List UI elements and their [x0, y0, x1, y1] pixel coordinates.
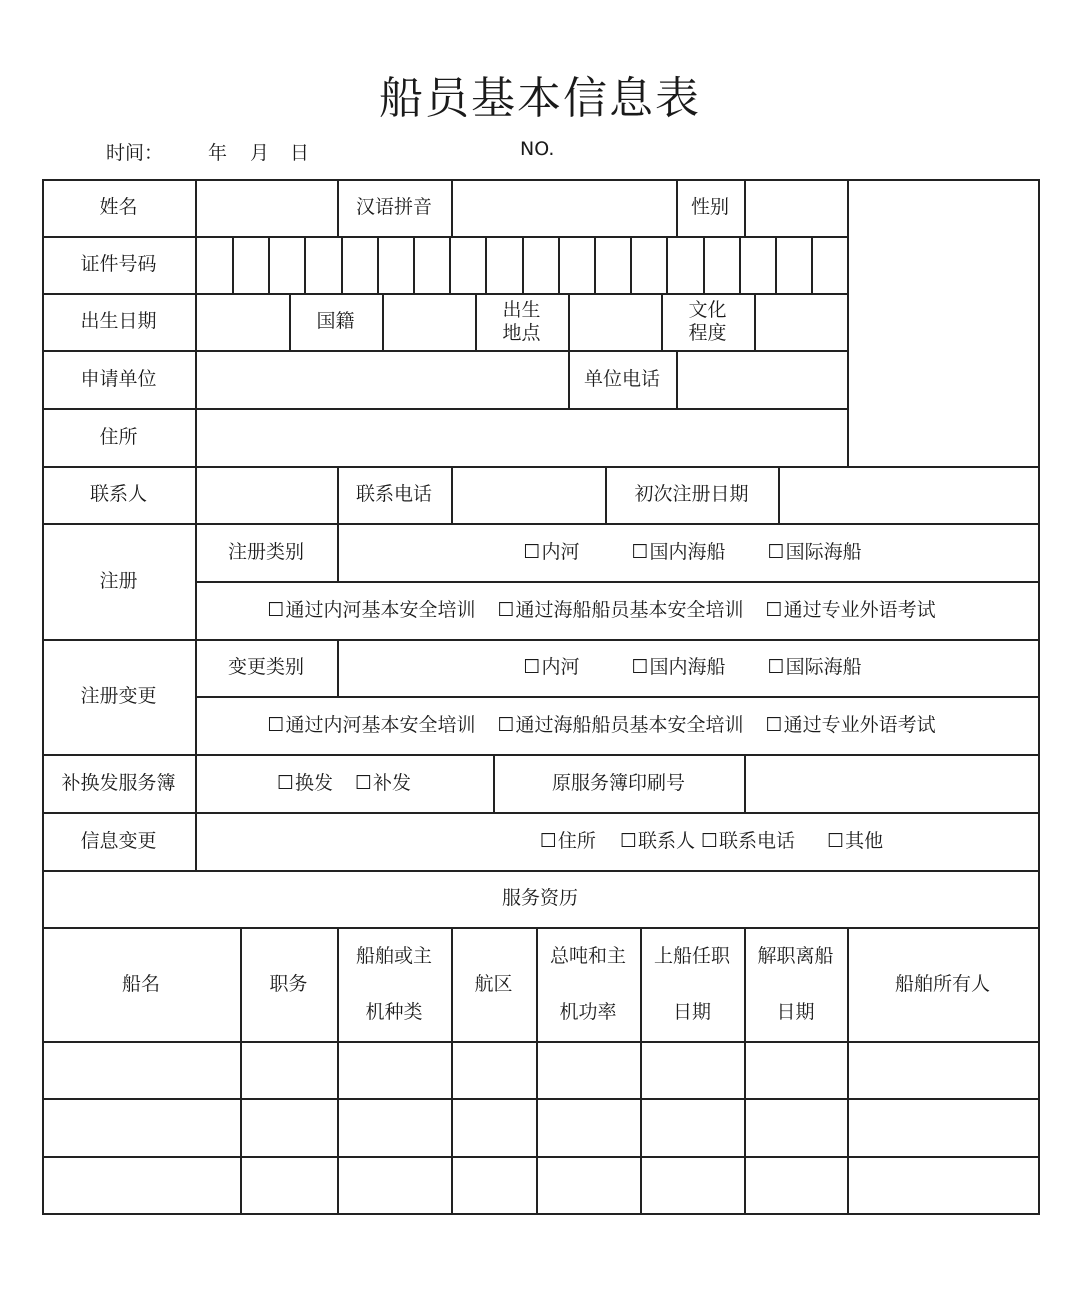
change-lang-exam-option[interactable]: [766, 714, 936, 737]
change-training-options: [195, 696, 1038, 754]
checkbox-icon: ☐: [523, 540, 541, 563]
change-inland-option[interactable]: [523, 656, 579, 679]
col-ship-type: [337, 927, 451, 1041]
applicant-unit-field[interactable]: [195, 350, 568, 408]
reg-intl-sea-option[interactable]: [768, 541, 862, 564]
grid-line-v: [1038, 179, 1040, 1213]
col-leave-date: [744, 927, 847, 1041]
checkbox-icon: ☐: [523, 656, 541, 678]
checkbox-icon: ☐: [765, 713, 783, 736]
grid-line-h: [42, 1213, 1040, 1215]
col-leave-date-line1: 解职离船: [757, 944, 834, 967]
checkbox-icon: ☐: [767, 656, 785, 678]
replace-option[interactable]: [277, 772, 333, 795]
col-ship-type-line1: 船舶或主: [355, 944, 432, 967]
service-history-heading: 服务资历: [501, 887, 578, 909]
option-label: 通过海船船员基本安全培训: [515, 713, 744, 736]
nationality-field[interactable]: [382, 293, 475, 350]
col-tonnage-line2: 机功率: [559, 1000, 617, 1023]
month-label: 月: [250, 142, 270, 164]
label-info-change: 信息变更: [80, 829, 157, 852]
label-reg-change: 注册变更: [80, 685, 157, 707]
col-tonnage-line1: 总吨和主: [549, 944, 626, 967]
info-change-options: [195, 812, 1038, 870]
label-birthplace-line2: 地点: [502, 321, 541, 344]
col-board-date: [640, 927, 744, 1041]
label-registration: 注册: [99, 569, 138, 592]
label-name: 姓名: [99, 196, 138, 218]
option-label: 国内海船: [649, 540, 726, 563]
checkbox-icon: ☐: [276, 771, 294, 794]
service-row[interactable]: [42, 1098, 1038, 1156]
checkbox-icon: ☐: [497, 598, 515, 621]
label-birthplace-line1: 出生: [502, 298, 541, 321]
name-field[interactable]: [195, 179, 337, 236]
no-label: NO.: [520, 138, 555, 160]
checkbox-icon: ☐: [631, 540, 649, 563]
change-intl-sea-option[interactable]: [768, 656, 862, 679]
label-id-number: 证件号码: [80, 253, 157, 275]
col-ship-type-line2: 机种类: [365, 1000, 423, 1023]
birthplace-field[interactable]: [568, 293, 661, 350]
info-contact-option[interactable]: [620, 830, 695, 853]
option-label: 住所: [557, 829, 596, 852]
form-title: 船员基本信息表: [379, 73, 701, 124]
col-ship-name: 船名: [121, 972, 160, 995]
option-label: 通过内河基本安全培训: [285, 598, 476, 621]
checkbox-icon: ☐: [631, 656, 649, 678]
option-label: 其他: [845, 829, 884, 852]
label-contact-phone: 联系电话: [355, 483, 432, 505]
label-gender: 性别: [690, 196, 729, 218]
label-address: 住所: [99, 425, 138, 448]
change-domestic-sea-option[interactable]: [631, 656, 725, 679]
info-address-option[interactable]: [540, 830, 596, 853]
col-leave-date-line2: 日期: [776, 1000, 815, 1023]
reg-domestic-sea-option[interactable]: [631, 541, 725, 564]
service-row[interactable]: [42, 1041, 1038, 1098]
reg-train-inland-option[interactable]: [267, 599, 475, 622]
label-applicant-unit: 申请单位: [80, 367, 157, 390]
checkbox-icon: ☐: [539, 829, 557, 852]
col-area: 航区: [474, 972, 513, 995]
col-position: 职务: [269, 972, 308, 995]
checkbox-icon: ☐: [497, 713, 515, 736]
year-label: 年: [208, 142, 228, 164]
label-birthplace: [475, 293, 568, 350]
option-label: 联系人: [637, 829, 695, 852]
option-label: 联系电话: [719, 829, 796, 852]
id-number-cells[interactable]: [195, 236, 847, 293]
label-birth-date: 出生日期: [80, 310, 157, 332]
service-row[interactable]: [42, 1156, 1038, 1213]
label-education-line2: 程度: [688, 321, 727, 344]
label-book-reissue: 补换发服务簿: [61, 771, 176, 794]
orig-book-no-field[interactable]: [744, 754, 1038, 812]
checkbox-icon: ☐: [765, 598, 783, 621]
checkbox-icon: ☐: [619, 829, 637, 852]
address-field[interactable]: [195, 408, 847, 466]
option-label: 内河: [541, 656, 580, 678]
option-label: 内河: [541, 540, 580, 563]
checkbox-icon: ☐: [827, 829, 845, 852]
option-label: 通过内河基本安全培训: [285, 713, 476, 736]
col-owner: 船舶所有人: [894, 972, 990, 995]
option-label: 国际海船: [785, 540, 862, 563]
option-label: 通过专业外语考试: [783, 713, 936, 736]
photo-box[interactable]: [847, 179, 1038, 466]
label-nationality: 国籍: [316, 310, 355, 332]
label-reg-type: 注册类别: [227, 540, 304, 563]
checkbox-icon: ☐: [767, 540, 785, 563]
book-reissue-options: [195, 754, 493, 812]
time-label: 时间：: [106, 142, 164, 164]
info-contact-phone-option[interactable]: [701, 830, 795, 853]
label-pinyin: 汉语拼音: [355, 196, 432, 218]
pinyin-field[interactable]: [451, 179, 676, 236]
checkbox-icon: ☐: [267, 713, 285, 736]
label-unit-phone: 单位电话: [583, 367, 660, 390]
change-train-sea-option[interactable]: [497, 714, 743, 737]
reg-training-options: [195, 581, 1038, 639]
label-first-reg-date: 初次注册日期: [634, 483, 749, 505]
reg-train-sea-option[interactable]: [497, 599, 743, 622]
option-label: 通过专业外语考试: [783, 598, 936, 621]
option-label: 通过海船船员基本安全培训: [515, 598, 744, 621]
day-label: 日: [290, 142, 310, 164]
label-contact: 联系人: [89, 483, 147, 505]
checkbox-icon: ☐: [701, 829, 719, 852]
label-education: [661, 293, 754, 350]
reg-lang-exam-option[interactable]: [766, 599, 936, 622]
reg-inland-option[interactable]: [523, 541, 579, 564]
option-label: 换发: [294, 771, 333, 794]
col-board-date-line1: 上船任职: [653, 944, 730, 967]
checkbox-icon: ☐: [267, 598, 285, 621]
birth-date-field[interactable]: [195, 293, 289, 350]
gender-field[interactable]: [744, 179, 847, 236]
label-change-type: 变更类别: [227, 656, 304, 678]
option-label: 补发: [373, 771, 412, 794]
unit-phone-field[interactable]: [676, 350, 847, 408]
education-field[interactable]: [754, 293, 847, 350]
change-train-inland-option[interactable]: [267, 714, 475, 737]
contact-field[interactable]: [195, 466, 337, 523]
first-reg-date-field[interactable]: [778, 466, 1038, 523]
contact-phone-field[interactable]: [451, 466, 605, 523]
option-label: 国内海船: [649, 656, 726, 678]
reg-type-options: [337, 523, 1038, 581]
option-label: 国际海船: [785, 656, 862, 678]
change-type-options: [337, 639, 1038, 696]
checkbox-icon: ☐: [355, 771, 373, 794]
label-education-line1: 文化: [688, 298, 727, 321]
label-orig-book-no: 原服务簿印刷号: [551, 771, 685, 794]
col-tonnage: [536, 927, 640, 1041]
reissue-option[interactable]: [355, 772, 411, 795]
col-board-date-line2: 日期: [672, 1000, 711, 1023]
info-other-option[interactable]: [827, 830, 883, 853]
